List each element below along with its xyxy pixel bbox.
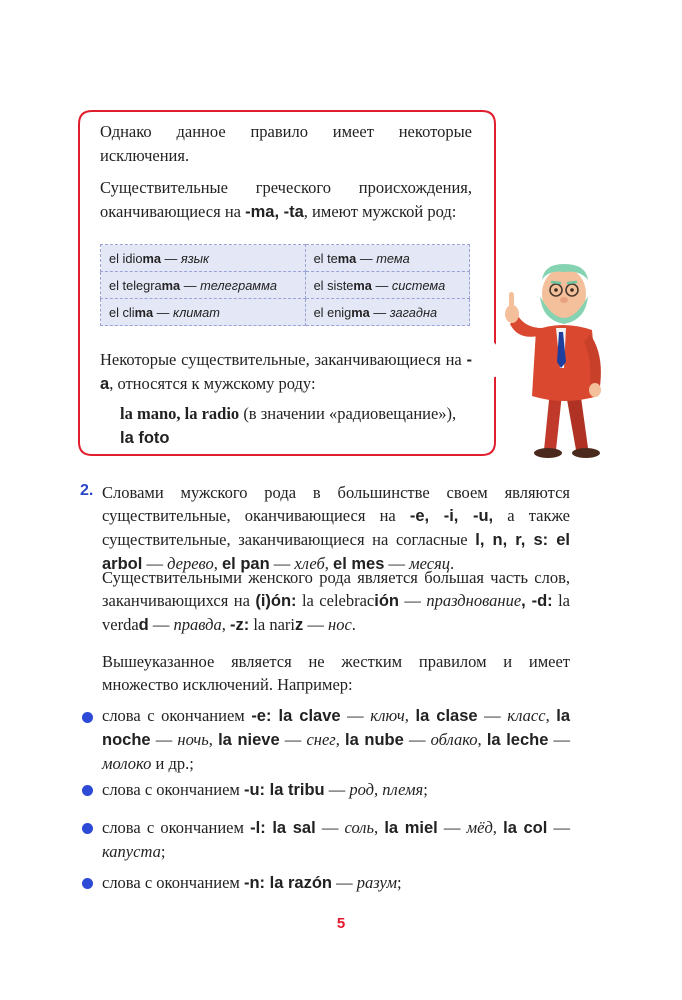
callout-intro: Однако данное правило имеет некоторые исключения.	[100, 122, 472, 165]
rule-callout	[78, 110, 496, 456]
callout-greek-rule: Существительные греческого происхождения, оканчивающиеся на -ma, -ta, имеют мужской род:	[100, 178, 472, 221]
bullet-icon	[82, 878, 93, 889]
table-row	[101, 299, 470, 326]
list-item: слова с окончанием -u: la tribu — род, племя;	[102, 780, 428, 799]
bullet-icon	[82, 712, 93, 723]
professor-icon	[500, 258, 626, 463]
exceptions-intro: Вышеуказанное является не жестким правилом и имеет множество исключений. Например:	[102, 652, 570, 694]
bullet-icon	[82, 785, 93, 796]
list-item: слова с окончанием -l: la sal — соль, la miel — мёд, la col — капуста;	[102, 818, 571, 861]
table-cell: el telegrama — телеграмма	[101, 272, 306, 299]
table-cell: el clima — климат	[101, 299, 306, 326]
word-table	[100, 244, 470, 326]
callout-a-rule: Некоторые существительные, заканчивающиеся на -a, относятся к мужскому роду:	[100, 350, 472, 393]
table-cell: el sistema — система	[305, 272, 469, 299]
page-number: 5	[336, 915, 346, 932]
callout-examples: la mano, la radio (в значении «радиовещание»), la foto	[120, 404, 457, 447]
masculine-rule-paragraph: Словами мужского рода в большинстве своем являются существительные, оканчивающиеся на -e, -i, -u, а также существительные, заканчивающиеся на согласные l, n, r, s: el arbol — дерево, el pan — хлеб, el mes — месяц.	[102, 483, 570, 573]
bullet-icon	[82, 823, 93, 834]
feminine-rule-paragraph: Существительными женского рода является большая часть слов, заканчивающихся на (i)ón: la celebración — празднование, -d: la verdad — правда, -z: la nariz — нос.	[102, 568, 570, 634]
table-cell: el tema — тема	[305, 245, 469, 272]
table-cell: el idioma — язык	[101, 245, 306, 272]
table-cell: el enigma — загадна	[305, 299, 469, 326]
list-item: слова с окончанием -e: la clave — ключ, la clase — класс, la noche — ночь, la nieve — снег, la nube — облако, la leche — молоко и др.;	[102, 706, 571, 773]
section-number: 2.	[80, 482, 94, 499]
table-row	[101, 272, 470, 299]
table-row	[101, 245, 470, 272]
list-item: слова с окончанием -n: la razón — разум;	[102, 873, 402, 892]
